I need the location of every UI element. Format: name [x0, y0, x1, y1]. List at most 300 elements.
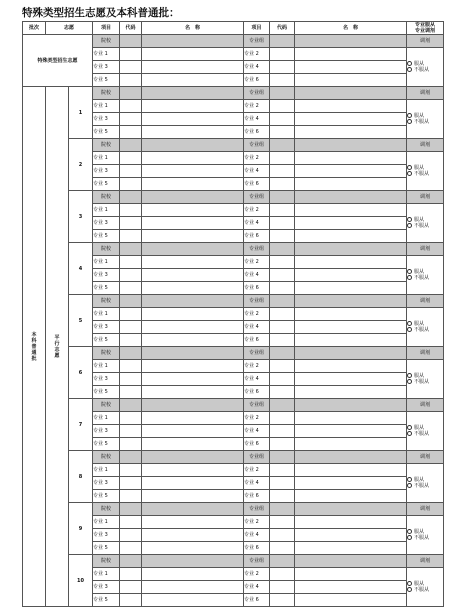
adjust-options [407, 464, 444, 503]
major-label-left: 专业 1 [93, 100, 120, 113]
major-label-right: 专业 4 [244, 113, 270, 126]
adjust-box-label: 调剂 [407, 295, 444, 308]
radio-label: 不服从 [414, 171, 430, 177]
major-code-field-left[interactable] [120, 61, 142, 74]
major-label-left: 专业 5 [93, 126, 120, 139]
major-code-field-left[interactable] [120, 542, 142, 555]
major-name-field-right[interactable] [295, 542, 407, 555]
major-code-field-left[interactable] [120, 269, 142, 282]
major-name-field-left[interactable] [142, 425, 244, 438]
major-code-field-right[interactable] [270, 425, 295, 438]
volunteer-9-school-row [23, 503, 444, 516]
major-label-left: 专业 3 [93, 113, 120, 126]
major-code-field-right[interactable] [270, 477, 295, 490]
major-name-field-left[interactable] [142, 126, 244, 139]
major-label-left: 专业 1 [93, 412, 120, 425]
major-code-field-right[interactable] [270, 464, 295, 477]
major-label-right: 专业 6 [244, 178, 270, 191]
major-code-field-left[interactable] [120, 477, 142, 490]
major-name-field-right[interactable] [295, 113, 407, 126]
major-name-field-right[interactable] [295, 256, 407, 269]
radio-label: 服从 [414, 477, 425, 483]
major-label-right: 专业 2 [244, 464, 270, 477]
major-code-field-right[interactable] [270, 152, 295, 165]
major-code-field-right[interactable] [270, 282, 295, 295]
major-name-field-left[interactable] [142, 360, 244, 373]
major-label-right: 专业 2 [244, 308, 270, 321]
major-code-field-right[interactable] [270, 217, 295, 230]
major-label-left: 专业 5 [93, 74, 120, 87]
major-group-label: 专业组 [244, 243, 270, 256]
radio-circle-icon [407, 483, 412, 488]
radio-label: 不服从 [414, 587, 430, 593]
school-label: 院校 [93, 503, 120, 516]
major-code-field-left[interactable] [120, 113, 142, 126]
major-name-field-left[interactable] [142, 230, 244, 243]
major-name-field-right[interactable] [295, 126, 407, 139]
radio-label: 服从 [414, 373, 425, 379]
school-code-field[interactable] [120, 295, 142, 308]
major-name-field-left[interactable] [142, 412, 244, 425]
major-name-field-right[interactable] [295, 61, 407, 74]
not-obey-radio[interactable] [407, 379, 443, 385]
school-name-field[interactable] [142, 87, 244, 100]
adjust-options [407, 308, 444, 347]
not-obey-radio[interactable] [407, 119, 443, 125]
header-batch: 批次 [23, 22, 46, 35]
adjust-box-label: 调剂 [407, 451, 444, 464]
major-name-field-left[interactable] [142, 48, 244, 61]
header-choice: 志愿 [46, 22, 93, 35]
major-code-field-right[interactable] [270, 581, 295, 594]
major-name-field-left[interactable] [142, 256, 244, 269]
major-label-right: 专业 6 [244, 230, 270, 243]
school-name-field[interactable] [142, 451, 244, 464]
major-label-right: 专业 4 [244, 581, 270, 594]
major-group-name-field[interactable] [295, 35, 407, 48]
major-code-field-left[interactable] [120, 425, 142, 438]
school-name-field[interactable] [142, 399, 244, 412]
radio-label: 服从 [414, 165, 425, 171]
radio-circle-icon [407, 425, 412, 430]
school-code-field[interactable] [120, 503, 142, 516]
radio-label: 服从 [414, 321, 425, 327]
major-code-field-right[interactable] [270, 269, 295, 282]
major-code-field-right[interactable] [270, 529, 295, 542]
radio-circle-icon [407, 431, 412, 436]
major-name-field-right[interactable] [295, 425, 407, 438]
radio-circle-icon [407, 223, 412, 228]
major-name-field-left[interactable] [142, 308, 244, 321]
major-code-field-left[interactable] [120, 334, 142, 347]
major-code-field-right[interactable] [270, 74, 295, 87]
major-code-field-right[interactable] [270, 373, 295, 386]
school-name-field[interactable] [142, 139, 244, 152]
radio-label: 不服从 [414, 327, 430, 333]
major-label-right: 专业 4 [244, 269, 270, 282]
not-obey-radio[interactable] [407, 171, 443, 177]
major-code-field-right[interactable] [270, 490, 295, 503]
major-code-field-right[interactable] [270, 165, 295, 178]
header-name-right: 名 称 [295, 22, 407, 35]
major-label-right: 专业 6 [244, 542, 270, 555]
radio-circle-icon [407, 327, 412, 332]
major-name-field-right[interactable] [295, 100, 407, 113]
major-name-field-left[interactable] [142, 464, 244, 477]
school-code-field[interactable] [120, 399, 142, 412]
not-obey-radio[interactable] [407, 483, 443, 489]
major-label-right: 专业 2 [244, 152, 270, 165]
radio-label: 服从 [414, 61, 425, 67]
major-group-code-field[interactable] [270, 347, 295, 360]
major-name-field-right[interactable] [295, 516, 407, 529]
major-code-field-left[interactable] [120, 152, 142, 165]
volunteer-10-school-row [23, 555, 444, 568]
radio-circle-icon [407, 171, 412, 176]
major-group-code-field[interactable] [270, 295, 295, 308]
school-label: 院校 [93, 295, 120, 308]
school-code-field[interactable] [120, 139, 142, 152]
major-code-field-right[interactable] [270, 360, 295, 373]
major-label-left: 专业 1 [93, 568, 120, 581]
volunteer-form-table [22, 21, 444, 607]
school-label: 院校 [93, 35, 120, 48]
major-code-field-left[interactable] [120, 165, 142, 178]
radio-circle-icon [407, 373, 412, 378]
volunteer-5-school-row [23, 295, 444, 308]
major-name-field-left[interactable] [142, 217, 244, 230]
major-group-label: 专业组 [244, 451, 270, 464]
radio-label: 服从 [414, 217, 425, 223]
major-code-field-left[interactable] [120, 74, 142, 87]
major-label-left: 专业 5 [93, 542, 120, 555]
major-code-field-right[interactable] [270, 230, 295, 243]
major-name-field-right[interactable] [295, 48, 407, 61]
major-code-field-left[interactable] [120, 308, 142, 321]
major-group-label: 专业组 [244, 503, 270, 516]
not-obey-radio[interactable] [407, 327, 443, 333]
major-code-field-left[interactable] [120, 581, 142, 594]
major-code-field-left[interactable] [120, 516, 142, 529]
major-label-right: 专业 2 [244, 516, 270, 529]
major-group-name-field[interactable] [295, 191, 407, 204]
adjust-options [407, 568, 444, 607]
radio-circle-icon [407, 477, 412, 482]
major-group-name-field[interactable] [295, 295, 407, 308]
major-name-field-right[interactable] [295, 529, 407, 542]
parallel-label-text: 平行志愿 [54, 334, 60, 359]
major-label-right: 专业 4 [244, 477, 270, 490]
parallel-label [46, 87, 69, 607]
major-name-field-left[interactable] [142, 100, 244, 113]
major-label-left: 专业 5 [93, 386, 120, 399]
not-obey-radio[interactable] [407, 535, 443, 541]
radio-label: 不服从 [414, 275, 430, 281]
major-label-left: 专业 5 [93, 230, 120, 243]
school-code-field[interactable] [120, 87, 142, 100]
major-group-code-field[interactable] [270, 503, 295, 516]
major-code-field-left[interactable] [120, 373, 142, 386]
major-name-field-right[interactable] [295, 230, 407, 243]
school-code-field[interactable] [120, 35, 142, 48]
major-name-field-right[interactable] [295, 282, 407, 295]
major-name-field-right[interactable] [295, 581, 407, 594]
major-code-field-left[interactable] [120, 386, 142, 399]
major-code-field-right[interactable] [270, 48, 295, 61]
major-name-field-left[interactable] [142, 477, 244, 490]
radio-label: 不服从 [414, 431, 430, 437]
major-code-field-left[interactable] [120, 48, 142, 61]
major-name-field-left[interactable] [142, 74, 244, 87]
major-code-field-left[interactable] [120, 282, 142, 295]
major-name-field-right[interactable] [295, 477, 407, 490]
major-code-field-right[interactable] [270, 204, 295, 217]
school-name-field[interactable] [142, 295, 244, 308]
major-name-field-left[interactable] [142, 490, 244, 503]
radio-circle-icon [407, 61, 412, 66]
volunteer-number: 2 [69, 139, 93, 191]
major-code-field-left[interactable] [120, 230, 142, 243]
major-group-name-field[interactable] [295, 503, 407, 516]
major-code-field-right[interactable] [270, 438, 295, 451]
school-name-field[interactable] [142, 347, 244, 360]
major-code-field-left[interactable] [120, 490, 142, 503]
major-code-field-left[interactable] [120, 217, 142, 230]
major-name-field-left[interactable] [142, 178, 244, 191]
major-name-field-left[interactable] [142, 334, 244, 347]
school-label: 院校 [93, 399, 120, 412]
major-group-name-field[interactable] [295, 87, 407, 100]
major-code-field-right[interactable] [270, 113, 295, 126]
major-label-left: 专业 1 [93, 360, 120, 373]
major-label-left: 专业 5 [93, 438, 120, 451]
major-name-field-right[interactable] [295, 178, 407, 191]
header-name-left: 名 称 [142, 22, 244, 35]
major-name-field-right[interactable] [295, 152, 407, 165]
major-name-field-right[interactable] [295, 204, 407, 217]
major-code-field-right[interactable] [270, 61, 295, 74]
major-group-name-field[interactable] [295, 139, 407, 152]
adjust-box-label: 调剂 [407, 503, 444, 516]
volunteer-number: 10 [69, 555, 93, 607]
not-obey-radio[interactable] [407, 587, 443, 593]
major-group-label: 专业组 [244, 295, 270, 308]
major-label-left: 专业 1 [93, 516, 120, 529]
major-name-field-right[interactable] [295, 217, 407, 230]
major-code-field-right[interactable] [270, 386, 295, 399]
major-name-field-left[interactable] [142, 113, 244, 126]
batch-label [23, 87, 46, 607]
school-label: 院校 [93, 555, 120, 568]
school-label: 院校 [93, 451, 120, 464]
major-name-field-left[interactable] [142, 165, 244, 178]
header-adjust-line1: 专业服从 [415, 22, 436, 28]
major-name-field-left[interactable] [142, 438, 244, 451]
adjust-options [407, 204, 444, 243]
major-label-left: 专业 1 [93, 308, 120, 321]
major-name-field-right[interactable] [295, 165, 407, 178]
major-code-field-right[interactable] [270, 321, 295, 334]
school-name-field[interactable] [142, 555, 244, 568]
major-group-code-field[interactable] [270, 35, 295, 48]
major-group-label: 专业组 [244, 347, 270, 360]
major-label-right: 专业 6 [244, 386, 270, 399]
major-code-field-left[interactable] [120, 321, 142, 334]
major-code-field-left[interactable] [120, 360, 142, 373]
major-group-label: 专业组 [244, 35, 270, 48]
major-name-field-right[interactable] [295, 412, 407, 425]
major-name-field-right[interactable] [295, 386, 407, 399]
major-group-name-field[interactable] [295, 451, 407, 464]
volunteer-7-school-row [23, 399, 444, 412]
major-name-field-left[interactable] [142, 542, 244, 555]
radio-label: 服从 [414, 425, 425, 431]
major-code-field-left[interactable] [120, 178, 142, 191]
school-code-field[interactable] [120, 451, 142, 464]
major-code-field-left[interactable] [120, 204, 142, 217]
major-label-left: 专业 1 [93, 464, 120, 477]
header-item-left: 项目 [93, 22, 120, 35]
major-code-field-right[interactable] [270, 412, 295, 425]
not-obey-radio[interactable] [407, 431, 443, 437]
not-obey-radio[interactable] [407, 223, 443, 229]
major-group-name-field[interactable] [295, 347, 407, 360]
major-code-field-left[interactable] [120, 256, 142, 269]
major-name-field-right[interactable] [295, 308, 407, 321]
major-group-code-field[interactable] [270, 139, 295, 152]
major-group-code-field[interactable] [270, 243, 295, 256]
major-name-field-right[interactable] [295, 464, 407, 477]
major-code-field-right[interactable] [270, 542, 295, 555]
major-group-code-field[interactable] [270, 399, 295, 412]
major-name-field-left[interactable] [142, 282, 244, 295]
major-name-field-right[interactable] [295, 438, 407, 451]
school-code-field[interactable] [120, 191, 142, 204]
volunteer-number: 9 [69, 503, 93, 555]
not-obey-radio[interactable] [407, 275, 443, 281]
major-name-field-left[interactable] [142, 386, 244, 399]
major-code-field-right[interactable] [270, 334, 295, 347]
major-label-left: 专业 3 [93, 321, 120, 334]
major-name-field-left[interactable] [142, 568, 244, 581]
major-group-code-field[interactable] [270, 191, 295, 204]
major-name-field-right[interactable] [295, 74, 407, 87]
major-label-left: 专业 5 [93, 490, 120, 503]
major-code-field-left[interactable] [120, 568, 142, 581]
major-name-field-right[interactable] [295, 269, 407, 282]
major-code-field-right[interactable] [270, 516, 295, 529]
major-group-code-field[interactable] [270, 87, 295, 100]
major-name-field-right[interactable] [295, 568, 407, 581]
major-name-field-right[interactable] [295, 334, 407, 347]
major-name-field-right[interactable] [295, 490, 407, 503]
major-name-field-left[interactable] [142, 61, 244, 74]
major-label-left: 专业 1 [93, 256, 120, 269]
volunteer-number: 5 [69, 295, 93, 347]
major-name-field-right[interactable] [295, 373, 407, 386]
school-name-field[interactable] [142, 35, 244, 48]
major-group-name-field[interactable] [295, 555, 407, 568]
adjust-box-label: 调剂 [407, 243, 444, 256]
major-group-label: 专业组 [244, 399, 270, 412]
header-row [23, 22, 444, 35]
major-code-field-left[interactable] [120, 100, 142, 113]
major-label-right: 专业 4 [244, 217, 270, 230]
major-code-field-right[interactable] [270, 256, 295, 269]
volunteer-4-school-row [23, 243, 444, 256]
adjust-options [407, 412, 444, 451]
major-name-field-left[interactable] [142, 152, 244, 165]
adjust-options [407, 516, 444, 555]
major-code-field-left[interactable] [120, 529, 142, 542]
major-name-field-left[interactable] [142, 321, 244, 334]
not-obey-radio[interactable] [407, 67, 443, 73]
major-name-field-left[interactable] [142, 373, 244, 386]
major-name-field-right[interactable] [295, 360, 407, 373]
major-label-left: 专业 3 [93, 61, 120, 74]
school-code-field[interactable] [120, 243, 142, 256]
radio-label: 不服从 [414, 483, 430, 489]
major-label-right: 专业 2 [244, 100, 270, 113]
major-code-field-left[interactable] [120, 412, 142, 425]
major-group-code-field[interactable] [270, 451, 295, 464]
header-code-left: 代码 [120, 22, 142, 35]
major-label-left: 专业 5 [93, 594, 120, 607]
major-name-field-left[interactable] [142, 529, 244, 542]
major-group-name-field[interactable] [295, 399, 407, 412]
school-label: 院校 [93, 191, 120, 204]
major-label-left: 专业 3 [93, 425, 120, 438]
major-label-right: 专业 2 [244, 412, 270, 425]
major-label-right: 专业 4 [244, 61, 270, 74]
major-code-field-right[interactable] [270, 568, 295, 581]
major-code-field-right[interactable] [270, 178, 295, 191]
school-code-field[interactable] [120, 347, 142, 360]
major-code-field-left[interactable] [120, 126, 142, 139]
major-code-field-right[interactable] [270, 100, 295, 113]
school-name-field[interactable] [142, 503, 244, 516]
major-code-field-right[interactable] [270, 126, 295, 139]
school-label: 院校 [93, 347, 120, 360]
school-name-field[interactable] [142, 243, 244, 256]
school-code-field[interactable] [120, 555, 142, 568]
major-code-field-right[interactable] [270, 308, 295, 321]
header-adjust [407, 22, 444, 35]
school-label: 院校 [93, 139, 120, 152]
major-label-right: 专业 2 [244, 48, 270, 61]
major-name-field-right[interactable] [295, 321, 407, 334]
volunteer-number: 3 [69, 191, 93, 243]
major-code-field-left[interactable] [120, 464, 142, 477]
major-name-field-left[interactable] [142, 581, 244, 594]
major-name-field-left[interactable] [142, 269, 244, 282]
major-label-right: 专业 6 [244, 334, 270, 347]
major-code-field-left[interactable] [120, 438, 142, 451]
volunteer-1-school-row [23, 87, 444, 100]
major-label-right: 专业 4 [244, 165, 270, 178]
school-name-field[interactable] [142, 191, 244, 204]
adjust-options [407, 100, 444, 139]
major-group-name-field[interactable] [295, 243, 407, 256]
major-label-left: 专业 3 [93, 269, 120, 282]
major-group-code-field[interactable] [270, 555, 295, 568]
radio-circle-icon [407, 379, 412, 384]
major-label-left: 专业 3 [93, 529, 120, 542]
special-school-row [23, 35, 444, 48]
major-name-field-left[interactable] [142, 516, 244, 529]
major-name-field-left[interactable] [142, 204, 244, 217]
adjust-box-label: 调剂 [407, 191, 444, 204]
